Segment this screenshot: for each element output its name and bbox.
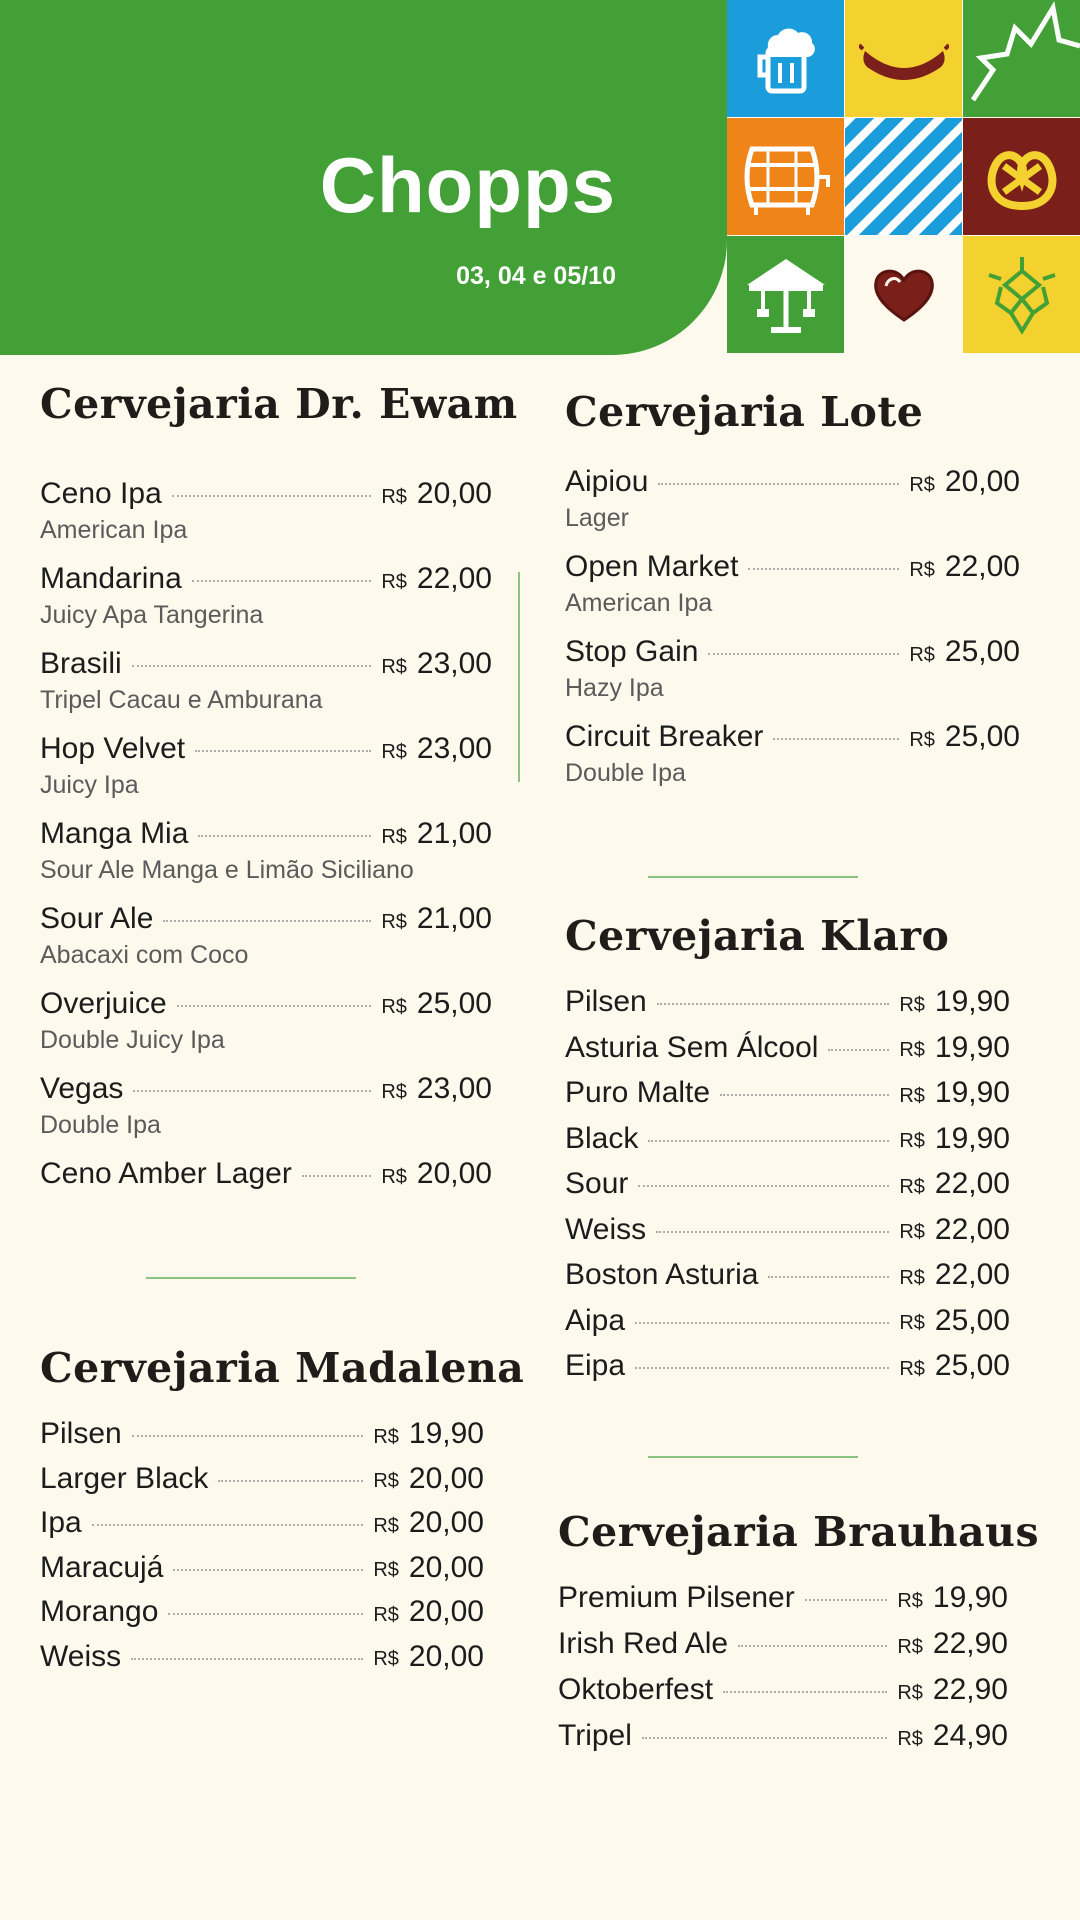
- price-amount: 22,90: [932, 1673, 1008, 1706]
- item-price: [909, 635, 1020, 669]
- item-name: Boston Asturia: [565, 1258, 759, 1291]
- menu-item-row: [40, 1546, 484, 1590]
- currency-symbol: R$: [373, 1425, 399, 1448]
- dotted-leader: [656, 1231, 889, 1233]
- dotted-leader: [218, 1480, 363, 1482]
- menu-item-row: [558, 1576, 1008, 1620]
- item-name: Pilsen: [40, 1417, 122, 1450]
- menu-item-row: [40, 1152, 492, 1196]
- menu-item-row: [565, 1026, 1010, 1070]
- menu-item-row: [40, 1457, 484, 1501]
- item-price: [899, 1349, 1010, 1383]
- currency-symbol: R$: [909, 558, 935, 581]
- price-amount: 20,00: [416, 477, 492, 510]
- section-klaro: [565, 912, 1010, 1412]
- dotted-leader: [172, 495, 372, 497]
- dotted-leader: [177, 1005, 372, 1007]
- header-banner: [0, 0, 1080, 355]
- menu-item: [565, 1253, 1010, 1297]
- item-price: [381, 732, 492, 766]
- currency-symbol: R$: [381, 570, 407, 593]
- dotted-leader: [805, 1599, 888, 1601]
- item-name: Eipa: [565, 1349, 626, 1382]
- menu-item: [558, 1576, 1008, 1620]
- item-price: [897, 1719, 1008, 1753]
- section-dr-ewam: [40, 380, 518, 1200]
- menu-item: [565, 1026, 1010, 1070]
- dotted-leader: [132, 665, 372, 667]
- price-amount: 20,00: [408, 1506, 484, 1539]
- dotted-leader: [168, 1613, 363, 1615]
- dotted-leader: [133, 1090, 371, 1092]
- currency-symbol: R$: [899, 1175, 925, 1198]
- item-name: Sour: [565, 1167, 629, 1200]
- currency-symbol: R$: [899, 1357, 925, 1380]
- item-name: Morango: [40, 1595, 159, 1628]
- menu-item-row: [40, 472, 492, 516]
- menu-item-row: [40, 812, 492, 856]
- item-price: [381, 647, 492, 681]
- item-price: [899, 1304, 1010, 1338]
- item-price: [381, 987, 492, 1021]
- menu-item-row: [565, 1117, 1010, 1161]
- menu-item-row: [558, 1622, 1008, 1666]
- item-name: Weiss: [40, 1639, 122, 1673]
- currency-symbol: R$: [909, 473, 935, 496]
- item-style: Tripel Cacau e Amburana: [40, 686, 323, 714]
- menu-item: [565, 1344, 1010, 1388]
- item-style: Double Ipa: [565, 759, 686, 787]
- price-amount: 25,00: [934, 1303, 1010, 1337]
- price-amount: 21,00: [416, 817, 492, 850]
- currency-symbol: R$: [381, 825, 407, 848]
- currency-symbol: R$: [381, 910, 407, 933]
- item-price: [381, 477, 492, 511]
- currency-symbol: R$: [381, 655, 407, 678]
- menu-item: [40, 557, 492, 630]
- price-amount: 21,00: [416, 902, 492, 935]
- menu-item: [40, 1067, 492, 1140]
- column-divider: [518, 572, 520, 782]
- menu-item: [40, 812, 492, 885]
- menu-item: [558, 1714, 1008, 1758]
- currency-symbol: R$: [381, 1165, 407, 1188]
- currency-symbol: R$: [897, 1635, 923, 1658]
- menu-item: [558, 1622, 1008, 1666]
- price-amount: 19,90: [934, 985, 1010, 1018]
- currency-symbol: R$: [909, 728, 935, 751]
- dotted-leader: [195, 750, 371, 752]
- menu-item-row: [40, 1501, 484, 1545]
- item-name: Stop Gain: [565, 635, 699, 668]
- menu-item-row: [565, 1071, 1010, 1115]
- menu-item: [40, 982, 492, 1055]
- price-amount: 25,00: [416, 987, 492, 1020]
- price-amount: 20,00: [408, 1550, 484, 1584]
- item-price: [899, 1258, 1010, 1292]
- dotted-leader: [635, 1322, 889, 1324]
- section-divider: [146, 1277, 356, 1279]
- item-style: Abacaxi com Coco: [40, 941, 249, 969]
- section-brauhaus: [558, 1508, 1040, 1788]
- menu-item-row: [40, 1067, 492, 1111]
- item-price: [373, 1551, 484, 1585]
- item-price: [909, 465, 1020, 499]
- menu-item: [565, 460, 1020, 533]
- menu-item-row: [565, 630, 1020, 674]
- price-amount: 23,00: [416, 1072, 492, 1105]
- menu-item-row: [40, 1412, 484, 1456]
- dotted-leader: [657, 1003, 890, 1005]
- brewery-title-klaro: Cervejaria Klaro: [565, 912, 950, 960]
- dotted-leader: [648, 1140, 889, 1142]
- item-price: [373, 1506, 484, 1540]
- currency-symbol: R$: [899, 1312, 925, 1334]
- item-style: Sour Ale Manga e Limão Siciliano: [40, 856, 414, 884]
- menu-item-row: [565, 545, 1020, 589]
- currency-symbol: R$: [381, 740, 407, 763]
- item-name: Premium Pilsener: [558, 1581, 795, 1614]
- item-price: [373, 1462, 484, 1496]
- price-amount: 20,00: [408, 1461, 484, 1495]
- star-burst-icon: [963, 0, 1080, 117]
- dotted-leader: [658, 483, 899, 485]
- menu-item: [565, 1162, 1010, 1206]
- menu-item: [565, 1071, 1010, 1115]
- price-amount: 24,90: [932, 1719, 1008, 1752]
- item-name: Irish Red Ale: [558, 1627, 729, 1660]
- brewery-title-madalena: Cervejaria Madalena: [40, 1344, 525, 1392]
- menu-item: [40, 1501, 484, 1545]
- currency-symbol: R$: [899, 1221, 925, 1243]
- menu-item: [40, 1412, 484, 1456]
- dotted-leader: [723, 1691, 887, 1693]
- brewery-title-brauhaus: Cervejaria Brauhaus: [558, 1508, 1040, 1556]
- menu-item-row: [565, 1299, 1010, 1343]
- currency-symbol: R$: [899, 1130, 925, 1152]
- menu-item: [40, 1457, 484, 1501]
- currency-symbol: R$: [899, 1084, 925, 1107]
- item-name: Black: [565, 1121, 639, 1155]
- price-amount: 19,90: [934, 1076, 1010, 1109]
- menu-item-row: [565, 980, 1010, 1024]
- dotted-leader: [773, 738, 899, 740]
- menu-item-row: [558, 1668, 1008, 1712]
- menu-item-row: [565, 1208, 1010, 1252]
- currency-symbol: R$: [373, 1559, 399, 1581]
- currency-symbol: R$: [373, 1514, 399, 1537]
- menu-item-row: [40, 642, 492, 686]
- menu-item: [565, 1299, 1010, 1343]
- currency-symbol: R$: [909, 643, 935, 666]
- heart-icon: [845, 236, 962, 353]
- dotted-leader: [738, 1645, 887, 1647]
- dotted-leader: [131, 1658, 363, 1660]
- item-price: [381, 817, 492, 851]
- menu-item: [565, 630, 1020, 703]
- item-price: [899, 1076, 1010, 1110]
- menu-item-row: [40, 727, 492, 771]
- item-name: Mandarina: [40, 562, 182, 595]
- currency-symbol: R$: [899, 1266, 925, 1289]
- item-price: [899, 1213, 1010, 1247]
- dotted-leader: [638, 1185, 889, 1187]
- item-price: [897, 1673, 1008, 1707]
- menu-item: [565, 715, 1020, 788]
- beer-mug-icon: [727, 0, 844, 117]
- item-price: [381, 1157, 492, 1191]
- item-style: Juicy Ipa: [40, 771, 139, 799]
- currency-symbol: R$: [381, 1080, 407, 1103]
- section-lote: [565, 388, 1020, 808]
- item-name: Ceno Ipa: [40, 477, 162, 510]
- item-price: [909, 720, 1020, 754]
- item-name: Tripel: [558, 1719, 632, 1752]
- item-price: [381, 1072, 492, 1106]
- dotted-leader: [302, 1175, 372, 1177]
- item-name: Puro Malte: [565, 1076, 711, 1109]
- menu-item-row: [565, 715, 1020, 759]
- event-date: 03, 04 e 05/10: [456, 262, 616, 290]
- price-amount: 22,90: [932, 1627, 1008, 1660]
- menu-item: [40, 1635, 484, 1679]
- menu-item: [40, 642, 492, 715]
- currency-symbol: R$: [373, 1470, 399, 1492]
- menu-item-row: [40, 1635, 484, 1679]
- item-name: Ipa: [40, 1506, 82, 1539]
- dotted-leader: [635, 1367, 889, 1369]
- menu-item: [40, 727, 492, 800]
- item-name: Circuit Breaker: [565, 720, 764, 753]
- menu-item: [565, 545, 1020, 618]
- item-name: Maracujá: [40, 1550, 164, 1584]
- price-amount: 20,00: [416, 1157, 492, 1190]
- item-price: [381, 902, 492, 936]
- item-style: Hazy Ipa: [565, 674, 664, 702]
- item-style: American Ipa: [40, 516, 188, 544]
- price-amount: 25,00: [944, 635, 1020, 668]
- item-name: Pilsen: [565, 985, 647, 1018]
- brewery-title-lote: Cervejaria Lote: [565, 388, 924, 436]
- menu-item-row: [40, 982, 492, 1026]
- menu-item-row: [40, 897, 492, 941]
- dotted-leader: [192, 580, 372, 582]
- item-style: Double Ipa: [40, 1111, 161, 1139]
- item-price: [909, 550, 1020, 584]
- icon-tile-grid: [727, 0, 1080, 353]
- currency-symbol: R$: [899, 1039, 925, 1061]
- pretzel-icon: [963, 118, 1080, 235]
- dotted-leader: [163, 920, 371, 922]
- menu-item: [40, 1590, 484, 1634]
- price-amount: 22,00: [944, 550, 1020, 583]
- item-price: [373, 1640, 484, 1674]
- item-price: [899, 1031, 1010, 1065]
- dotted-leader: [708, 653, 899, 655]
- price-amount: 20,00: [408, 1639, 484, 1673]
- dotted-leader: [132, 1435, 364, 1437]
- menu-item: [40, 472, 492, 545]
- carousel-icon: [727, 236, 844, 353]
- price-amount: 20,00: [944, 465, 1020, 498]
- currency-symbol: R$: [897, 1589, 923, 1612]
- sausage-icon: [845, 0, 962, 117]
- price-amount: 22,00: [934, 1212, 1010, 1246]
- menu-item-row: [565, 460, 1020, 504]
- section-divider: [648, 876, 858, 878]
- item-price: [373, 1595, 484, 1629]
- hops-icon: [963, 236, 1080, 353]
- menu-item-row: [40, 1590, 484, 1634]
- price-amount: 25,00: [934, 1349, 1010, 1382]
- item-price: [373, 1417, 484, 1451]
- dotted-leader: [748, 568, 899, 570]
- section-divider: [648, 1456, 858, 1458]
- item-price: [897, 1627, 1008, 1661]
- menu-item-row: [40, 557, 492, 601]
- item-name: Vegas: [40, 1072, 124, 1105]
- dotted-leader: [720, 1094, 889, 1096]
- item-style: Double Juicy Ipa: [40, 1026, 225, 1054]
- menu-item: [40, 897, 492, 970]
- item-name: Oktoberfest: [558, 1673, 714, 1706]
- dotted-leader: [768, 1276, 889, 1278]
- price-amount: 19,90: [934, 1121, 1010, 1155]
- price-amount: 19,90: [408, 1417, 484, 1450]
- item-price: [381, 562, 492, 596]
- menu-item-row: [565, 1162, 1010, 1206]
- barrel-icon: [727, 118, 844, 235]
- price-amount: 25,00: [944, 720, 1020, 753]
- menu-item: [565, 980, 1010, 1024]
- dotted-leader: [173, 1569, 363, 1571]
- currency-symbol: R$: [381, 995, 407, 1018]
- bavarian-stripes-pattern: [845, 118, 962, 235]
- dotted-leader: [92, 1524, 364, 1526]
- price-amount: 22,00: [416, 562, 492, 595]
- item-style: American Ipa: [565, 589, 713, 617]
- brewery-title-dr-ewam: Cervejaria Dr. Ewam: [40, 380, 518, 428]
- item-name: Aipiou: [565, 465, 649, 498]
- price-amount: 19,90: [932, 1581, 1008, 1614]
- currency-symbol: R$: [897, 1681, 923, 1704]
- item-price: [899, 1167, 1010, 1201]
- menu-item: [565, 1208, 1010, 1252]
- currency-symbol: R$: [373, 1648, 399, 1670]
- item-name: Asturia Sem Álcool: [565, 1030, 819, 1064]
- item-name: Larger Black: [40, 1461, 209, 1495]
- item-name: Overjuice: [40, 987, 167, 1020]
- item-name: Manga Mia: [40, 817, 189, 850]
- menu-item: [40, 1152, 492, 1196]
- item-style: Juicy Apa Tangerina: [40, 601, 264, 629]
- price-amount: 20,00: [408, 1595, 484, 1628]
- menu-item: [40, 1546, 484, 1590]
- item-name: Aipa: [565, 1303, 626, 1337]
- menu-item-row: [565, 1253, 1010, 1297]
- currency-symbol: R$: [897, 1727, 923, 1750]
- price-amount: 22,00: [934, 1258, 1010, 1291]
- price-amount: 19,90: [934, 1030, 1010, 1064]
- section-madalena: [40, 1344, 525, 1694]
- item-price: [899, 985, 1010, 1019]
- item-name: Ceno Amber Lager: [40, 1157, 292, 1190]
- currency-symbol: R$: [381, 485, 407, 508]
- dotted-leader: [198, 835, 371, 837]
- menu-item: [565, 1117, 1010, 1161]
- currency-symbol: R$: [373, 1603, 399, 1626]
- item-name: Weiss: [565, 1212, 647, 1246]
- menu-item-row: [565, 1344, 1010, 1388]
- item-name: Brasili: [40, 647, 122, 680]
- item-style: Lager: [565, 504, 629, 532]
- item-name: Open Market: [565, 550, 739, 583]
- dotted-leader: [828, 1049, 889, 1051]
- item-name: Hop Velvet: [40, 732, 186, 765]
- dotted-leader: [642, 1737, 887, 1739]
- menu-item: [558, 1668, 1008, 1712]
- currency-symbol: R$: [899, 993, 925, 1016]
- price-amount: 23,00: [416, 732, 492, 765]
- price-amount: 22,00: [934, 1167, 1010, 1200]
- price-amount: 23,00: [416, 647, 492, 680]
- item-price: [897, 1581, 1008, 1615]
- menu-item-row: [558, 1714, 1008, 1758]
- item-price: [899, 1122, 1010, 1156]
- page-title: Chopps: [319, 141, 616, 229]
- item-name: Sour Ale: [40, 902, 154, 935]
